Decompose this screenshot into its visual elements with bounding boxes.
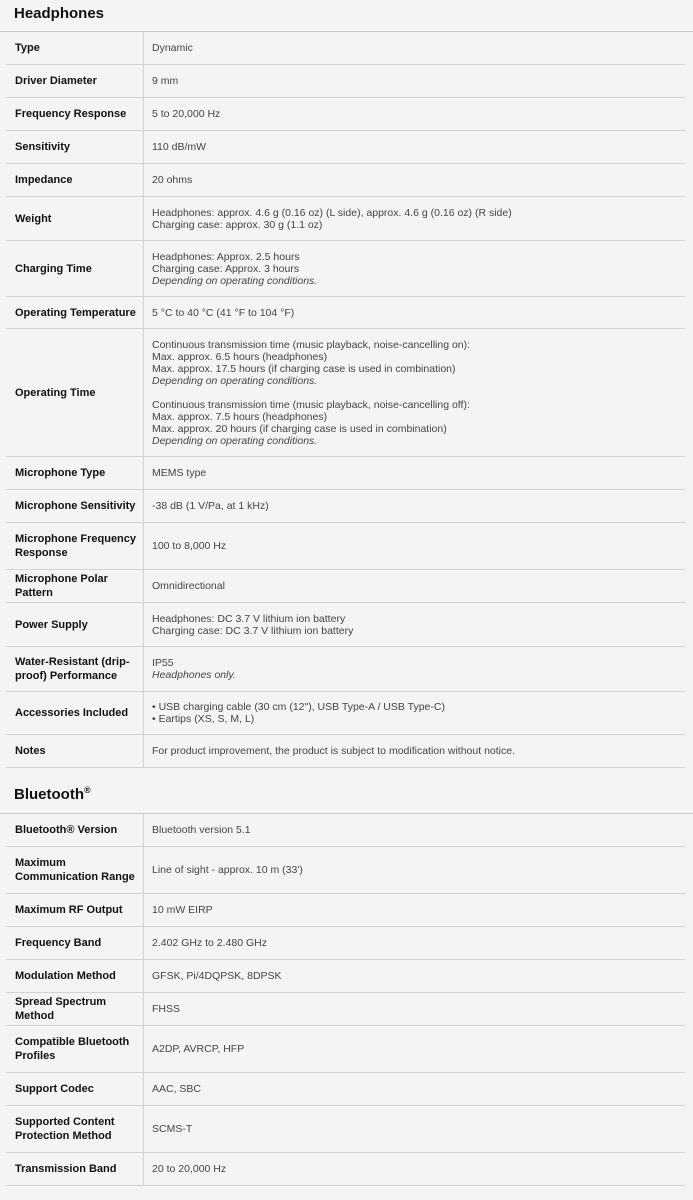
spec-row	[6, 735, 685, 768]
spec-value	[144, 131, 685, 163]
spec-value	[144, 1153, 685, 1185]
spec-label: Accessories Included	[6, 692, 144, 734]
spec-value-line: MEMS type	[152, 467, 207, 479]
section-title-bluetooth	[0, 768, 693, 814]
spec-row	[6, 1153, 685, 1186]
spec-label: Charging Time	[6, 241, 144, 296]
spec-value-line: Headphones: approx. 4.6 g (0.16 oz) (L side), approx. 4.6 g (0.16 oz) (R side)	[152, 206, 512, 219]
spec-row	[6, 570, 685, 603]
spec-label: Compatible Bluetooth Profiles	[6, 1026, 144, 1072]
spec-value-note: Depending on operating conditions.	[152, 374, 318, 387]
section-title-text: Bluetooth	[14, 786, 84, 803]
spec-label: Microphone Frequency Response	[6, 523, 144, 569]
spec-value-line: Max. approx. 6.5 hours (headphones)	[152, 350, 328, 363]
spec-row	[6, 993, 685, 1026]
spec-label: Impedance	[6, 164, 144, 196]
spec-value-gap	[152, 387, 677, 399]
spec-value	[144, 570, 685, 602]
spec-row	[6, 241, 685, 297]
spec-label: Maximum Communication Range	[6, 847, 144, 893]
spec-value-line: Max. approx. 20 hours (if charging case is used in combination)	[152, 422, 447, 435]
spec-row	[6, 164, 685, 197]
spec-value-line: Line of sight - approx. 10 m (33')	[152, 864, 303, 876]
spec-row	[6, 894, 685, 927]
spec-row	[6, 647, 685, 692]
spec-value-line: • Eartips (XS, S, M, L)	[152, 713, 255, 725]
spec-value	[144, 490, 685, 522]
spec-value-note: Depending on operating conditions.	[152, 434, 318, 447]
spec-value-line: Dynamic	[152, 42, 193, 54]
spec-row	[6, 98, 685, 131]
spec-value	[144, 164, 685, 196]
spec-value	[144, 927, 685, 959]
spec-value	[144, 32, 685, 64]
spec-value-line: Headphones: DC 3.7 V lithium ion battery	[152, 612, 346, 625]
spec-label: Weight	[6, 197, 144, 240]
spec-value-line: Continuous transmission time (music playback, noise-cancelling on):	[152, 338, 471, 351]
spec-label: Type	[6, 32, 144, 64]
registered-mark: ®	[83, 785, 91, 795]
spec-value	[144, 329, 685, 456]
spec-label: Frequency Response	[6, 98, 144, 130]
spec-label: Supported Content Protection Method	[6, 1106, 144, 1152]
spec-value-line: • USB charging cable (30 cm (12"), USB Type-A / USB Type-C)	[152, 701, 445, 713]
spec-label: Power Supply	[6, 603, 144, 646]
spec-row	[6, 457, 685, 490]
spec-row	[6, 814, 685, 847]
spec-value	[144, 735, 685, 767]
spec-row	[6, 1073, 685, 1106]
spec-row	[6, 131, 685, 164]
spec-value	[144, 1106, 685, 1152]
section-title-text: Headphones	[14, 5, 105, 22]
spec-value	[144, 993, 685, 1025]
spec-label: Microphone Type	[6, 457, 144, 489]
spec-value-line: Bluetooth version 5.1	[152, 824, 251, 836]
spec-value	[144, 603, 685, 646]
spec-value-line: -38 dB (1 V/Pa, at 1 kHz)	[152, 500, 269, 512]
spec-value-line: Max. approx. 7.5 hours (headphones)	[152, 410, 328, 423]
spec-value-line: A2DP, AVRCP, HFP	[152, 1043, 245, 1055]
spec-label: Transmission Band	[6, 1153, 144, 1185]
spec-value	[144, 297, 685, 328]
spec-value	[144, 960, 685, 992]
spec-value-line: Max. approx. 17.5 hours (if charging case is used in combination)	[152, 362, 456, 375]
spec-value-line: Charging case: Approx. 3 hours	[152, 262, 300, 275]
spec-value	[144, 523, 685, 569]
spec-value-line: Omnidirectional	[152, 580, 225, 592]
spec-label: Water-Resistant (drip-proof) Performance	[6, 647, 144, 691]
spec-value-line: 9 mm	[152, 75, 179, 87]
spec-label: Modulation Method	[6, 960, 144, 992]
spec-label: Microphone Sensitivity	[6, 490, 144, 522]
spec-value-line: IP55	[152, 657, 174, 669]
section-title-headphones	[0, 0, 693, 32]
spec-value	[144, 457, 685, 489]
spec-value-line: 100 to 8,000 Hz	[152, 540, 227, 552]
spec-value-line: Headphones: Approx. 2.5 hours	[152, 250, 300, 263]
spec-value	[144, 65, 685, 97]
spec-label: Support Codec	[6, 1073, 144, 1105]
spec-value	[144, 647, 685, 691]
spec-label: Spread Spectrum Method	[6, 993, 144, 1025]
spec-value-line: GFSK, Pi/4DQPSK, 8DPSK	[152, 970, 282, 982]
spec-value-line: 5 °C to 40 °C (41 °F to 104 °F)	[152, 306, 295, 319]
bluetooth-section	[0, 768, 693, 1186]
spec-table-headphones	[6, 32, 685, 768]
spec-value-line: AAC, SBC	[152, 1083, 202, 1095]
spec-label: Operating Time	[6, 329, 144, 456]
spec-row	[6, 847, 685, 894]
spec-value-line: 10 mW EIRP	[152, 904, 213, 916]
spec-row	[6, 297, 685, 329]
spec-row	[6, 329, 685, 457]
spec-value-line: 110 dB/mW	[152, 141, 207, 153]
spec-row	[6, 692, 685, 735]
spec-value-note: Headphones only.	[152, 669, 236, 681]
spec-row	[6, 32, 685, 65]
spec-row	[6, 65, 685, 98]
spec-value-line: FHSS	[152, 1003, 181, 1015]
spec-value	[144, 692, 685, 734]
spec-value-line: 5 to 20,000 Hz	[152, 108, 221, 120]
spec-label: Frequency Band	[6, 927, 144, 959]
spec-row	[6, 490, 685, 523]
spec-table-bluetooth	[6, 814, 685, 1186]
spec-row	[6, 523, 685, 570]
spec-value	[144, 1073, 685, 1105]
spec-value-line: Charging case: approx. 30 g (1.1 oz)	[152, 218, 323, 231]
spec-row	[6, 197, 685, 241]
spec-value	[144, 98, 685, 130]
spec-row	[6, 1026, 685, 1073]
spec-value	[144, 847, 685, 893]
spec-value-line: 20 to 20,000 Hz	[152, 1163, 227, 1175]
spec-value	[144, 241, 685, 296]
spec-label: Driver Diameter	[6, 65, 144, 97]
spec-row	[6, 960, 685, 993]
spec-value-line: For product improvement, the product is subject to modification without notice.	[152, 745, 516, 757]
spec-value	[144, 814, 685, 846]
spec-label: Maximum RF Output	[6, 894, 144, 926]
spec-value-line: 2.402 GHz to 2.480 GHz	[152, 937, 267, 949]
spec-value-line: 20 ohms	[152, 174, 193, 186]
spec-value-note: Depending on operating conditions.	[152, 274, 318, 287]
spec-label: Notes	[6, 735, 144, 767]
spec-label: Bluetooth® Version	[6, 814, 144, 846]
spec-value	[144, 1026, 685, 1072]
spec-row	[6, 927, 685, 960]
spec-value-line: SCMS-T	[152, 1123, 193, 1135]
spec-label: Microphone Polar Pattern	[6, 570, 144, 602]
spec-value-line: Charging case: DC 3.7 V lithium ion battery	[152, 624, 354, 637]
spec-row	[6, 603, 685, 647]
spec-value	[144, 197, 685, 240]
spec-label: Operating Temperature	[6, 297, 144, 328]
spec-label: Sensitivity	[6, 131, 144, 163]
spec-value	[144, 894, 685, 926]
spec-row	[6, 1106, 685, 1153]
spec-value-line: Continuous transmission time (music playback, noise-cancelling off):	[152, 398, 470, 411]
